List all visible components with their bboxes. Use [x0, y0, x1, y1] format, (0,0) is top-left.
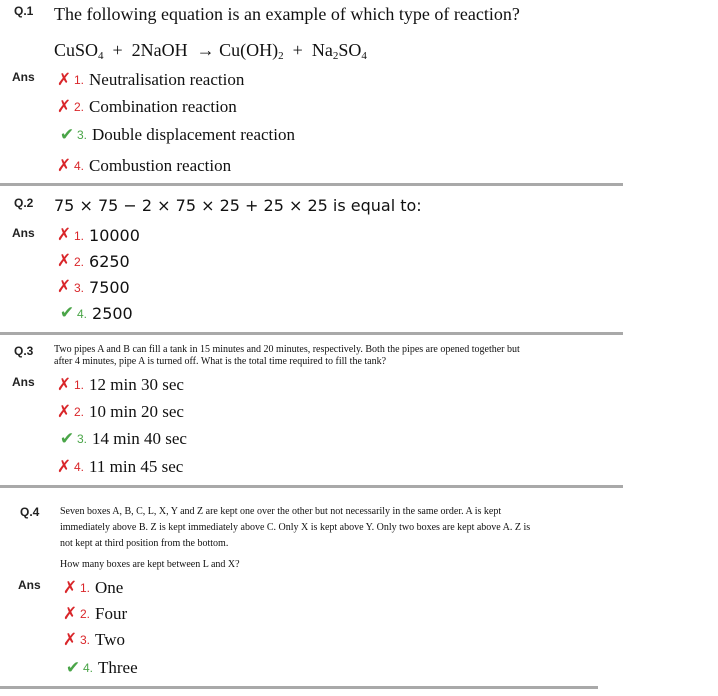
option-text: 7500	[89, 278, 130, 297]
separator-line	[0, 686, 598, 689]
cross-icon: ✗	[56, 277, 72, 297]
question-text: Two pipes A and B can fill a tank in 15 minutes and 20 minutes, respectively. Both the pipes are opened together but after 4 minutes, pipe A is turned off. What is the total time required to fill the tank?	[54, 344, 520, 367]
option-1	[56, 70, 244, 90]
option-text: Combustion reaction	[89, 156, 232, 175]
option-text: 10000	[89, 226, 140, 245]
option-number: 2.	[74, 405, 85, 419]
cross-icon: ✗	[62, 603, 78, 624]
option-1	[56, 226, 140, 245]
option-4	[59, 304, 133, 323]
option-number: 1.	[80, 581, 91, 595]
option-number: 2.	[80, 607, 91, 621]
cross-icon: ✗	[56, 374, 72, 395]
cross-icon: ✗	[56, 225, 72, 245]
cross-icon: ✗	[56, 155, 72, 176]
option-text: 2500	[92, 304, 133, 323]
checkmark-icon: ✔	[65, 657, 81, 678]
question-number: Q.4	[20, 505, 40, 519]
option-number: 1.	[74, 228, 85, 243]
option-number: 1.	[74, 378, 85, 392]
option-2	[56, 97, 237, 117]
cross-icon: ✗	[56, 456, 72, 477]
question-text: Seven boxes A, B, C, L, X, Y and Z are kept one over the other but not necessarily in the same order. A is kept immediately above B. Z is kept immediately above C. Only X is kept above Y. Only two boxes are kept above A. Z is not kept at third position from the bottom. How many boxes are kept between L and X?	[60, 506, 531, 570]
checkmark-icon: ✔	[59, 303, 75, 323]
option-text: One	[95, 578, 124, 597]
option-text: 11 min 45 sec	[89, 457, 184, 476]
option-text: 10 min 20 sec	[89, 402, 184, 421]
option-number: 4.	[74, 159, 85, 173]
option-3	[56, 278, 130, 297]
option-4	[56, 156, 231, 176]
option-text: Four	[95, 604, 128, 623]
option-text: 14 min 40 sec	[92, 429, 187, 448]
option-number: 2.	[74, 254, 85, 269]
option-text: Two	[95, 630, 125, 649]
cross-icon: ✗	[62, 577, 78, 598]
option-1	[56, 375, 184, 395]
option-3	[59, 429, 187, 449]
answer-label: Ans	[18, 578, 41, 592]
option-number: 4.	[74, 460, 85, 474]
option-text: Combination reaction	[89, 97, 237, 116]
option-number: 4.	[77, 306, 88, 321]
answer-label: Ans	[12, 375, 35, 389]
checkmark-icon: ✔	[59, 124, 75, 145]
option-number: 4.	[83, 661, 94, 675]
chemical-equation: CuSO$_4$ + 2NaOH → $Cu(OH)_2 + Na_2SO_4$	[54, 40, 367, 62]
option-number: 3.	[77, 432, 88, 446]
option-number: 1.	[74, 73, 85, 87]
answer-label: Ans	[12, 226, 35, 240]
question-number: Q.3	[14, 344, 34, 358]
question-number: Q.1	[14, 4, 34, 18]
option-number: 3.	[80, 633, 91, 647]
separator-line	[0, 183, 623, 186]
checkmark-icon: ✔	[59, 428, 75, 449]
cross-icon: ✗	[62, 629, 78, 650]
option-2	[62, 604, 127, 624]
cross-icon: ✗	[56, 96, 72, 117]
answer-label: Ans	[12, 70, 35, 84]
option-number: 3.	[74, 280, 85, 295]
cross-icon: ✗	[56, 251, 72, 271]
option-2	[56, 402, 184, 422]
question-text: 75 × 75 − 2 × 75 × 25 + 25 × 25 is equal to:	[54, 196, 422, 215]
cross-icon: ✗	[56, 401, 72, 422]
separator-line	[0, 332, 623, 335]
question-text: The following equation is an example of which type of reaction?	[54, 4, 520, 24]
option-4	[56, 457, 183, 477]
option-3	[62, 630, 125, 650]
option-1	[62, 578, 123, 598]
option-2	[56, 252, 130, 271]
separator-line	[0, 485, 623, 488]
question-number: Q.2	[14, 196, 34, 210]
option-text: Three	[98, 658, 138, 677]
option-text: 6250	[89, 252, 130, 271]
option-number: 3.	[77, 128, 88, 142]
cross-icon: ✗	[56, 69, 72, 90]
option-text: 12 min 30 sec	[89, 375, 184, 394]
option-4	[65, 658, 138, 678]
option-text: Neutralisation reaction	[89, 70, 245, 89]
option-text: Double displacement reaction	[92, 125, 295, 144]
option-number: 2.	[74, 100, 85, 114]
option-3	[59, 125, 295, 145]
